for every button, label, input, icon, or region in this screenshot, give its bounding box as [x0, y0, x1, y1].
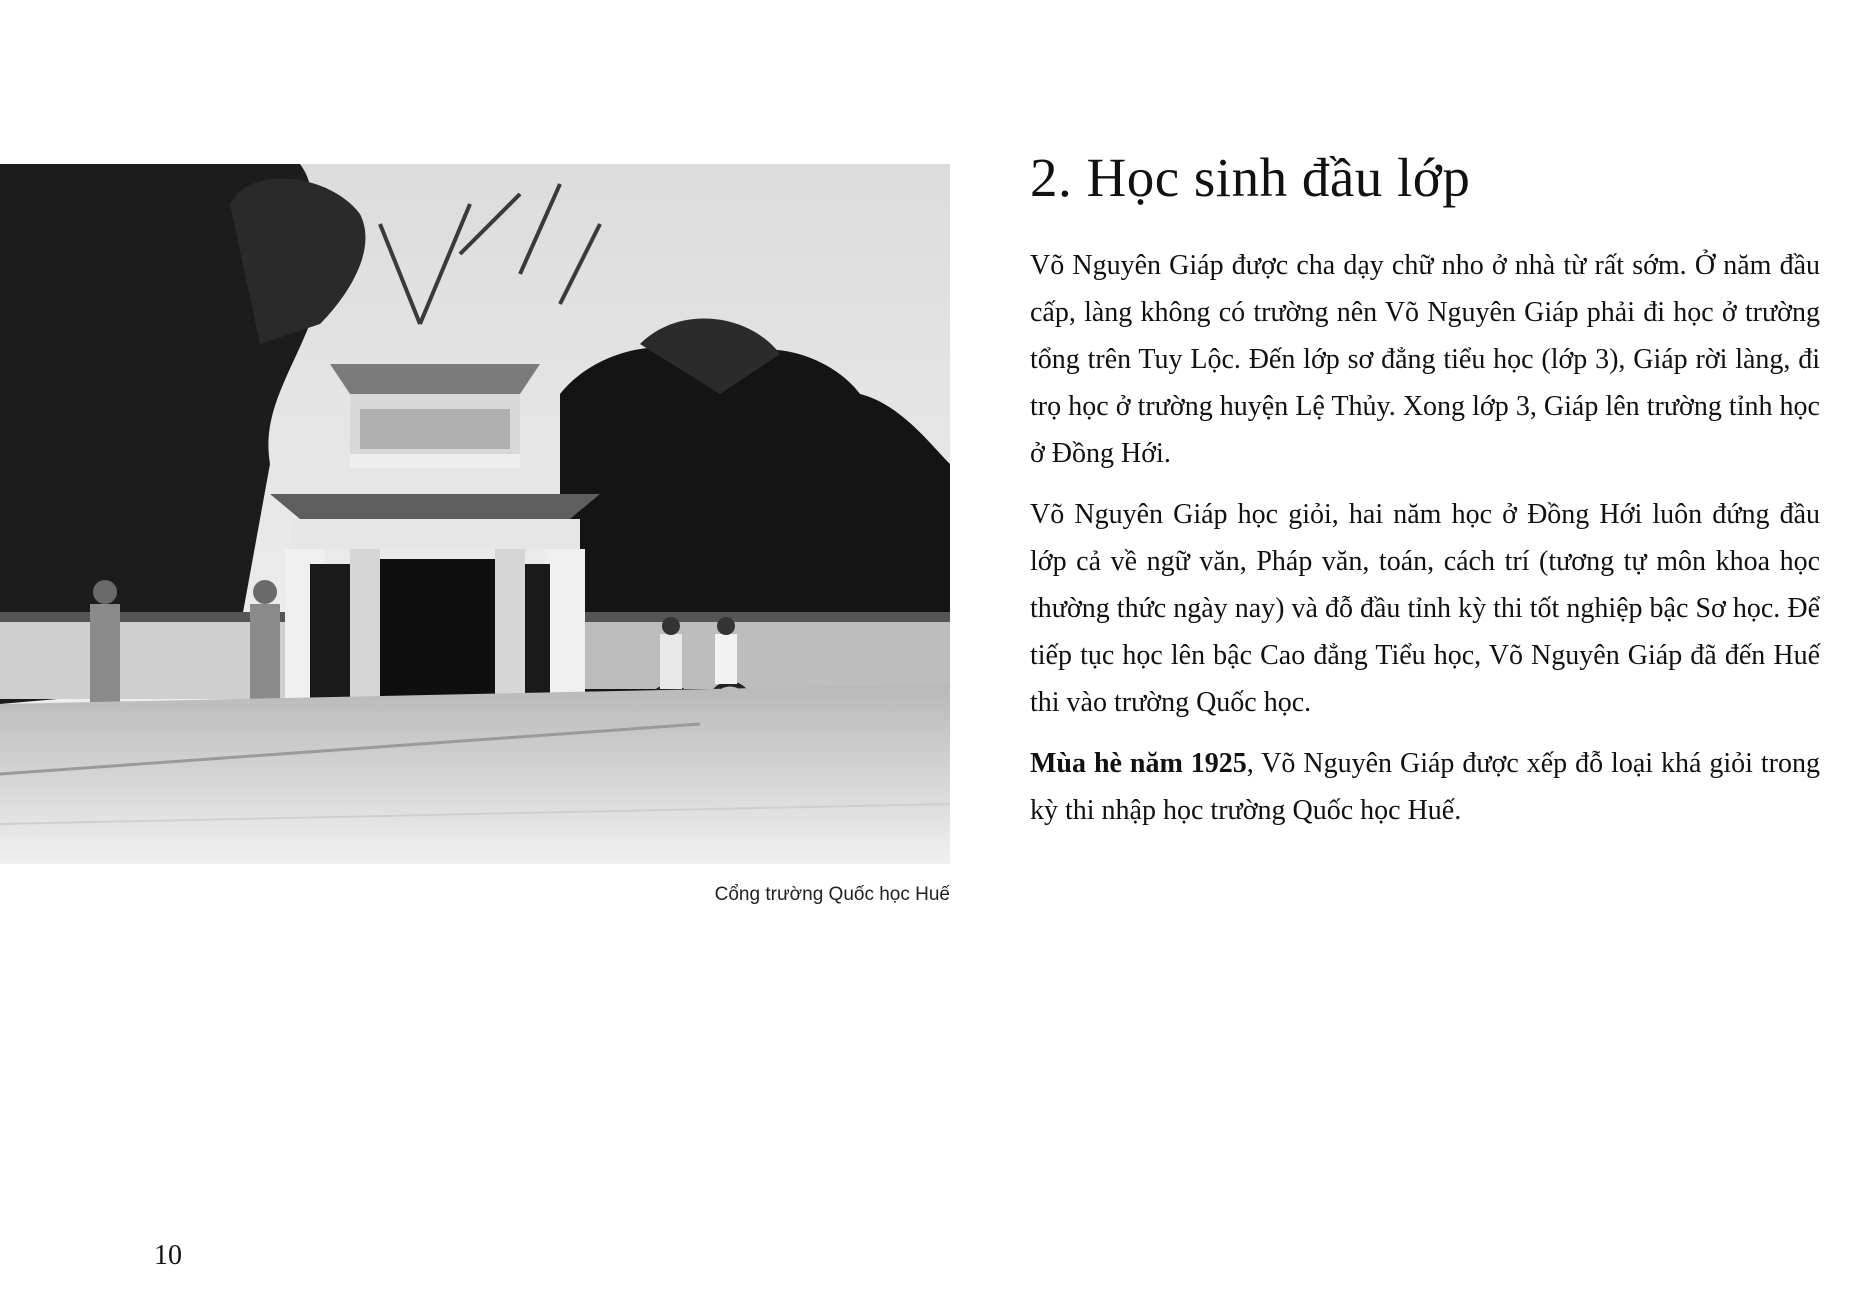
- photo-icon: [0, 164, 950, 864]
- photo-caption: Cổng trường Quốc học Huế: [714, 884, 950, 905]
- school-gate-photo: [0, 164, 950, 864]
- paragraph-rest: , Võ Nguyên Giáp được xếp đỗ loại khá giỏi trong kỳ thi nhập học trường Quốc học Huế.: [1030, 748, 1820, 826]
- body-text: [1030, 242, 1820, 848]
- page-number: 10: [154, 1240, 182, 1271]
- paragraph: Võ Nguyên Giáp được cha dạy chữ nho ở nhà từ rất sớm. Ở năm đầu cấp, làng không có trường nên Võ Nguyên Giáp phải đi học ở trường tổng trên Tuy Lộc. Đến lớp sơ đẳng tiểu học (lớp 3), Giáp rời làng, đi trọ học ở trường huyện Lệ Thủy. Xong lớp 3, Giáp lên trường tỉnh học ở Đồng Hới.: [1030, 250, 1820, 469]
- paragraph: [1030, 740, 1820, 834]
- section-heading: 2. Học sinh đầu lớp: [1030, 147, 1471, 208]
- paragraph: Võ Nguyên Giáp học giỏi, hai năm học ở Đồng Hới luôn đứng đầu lớp cả về ngữ văn, Pháp văn, toán, cách trí (tương tự môn khoa học thường thức ngày nay) và đỗ đầu tỉnh kỳ thi tốt nghiệp bậc Sơ học. Để tiếp tục học lên bậc Cao đẳng Tiểu học, Võ Nguyên Giáp đã đến Huế thi vào trường Quốc học.: [1030, 499, 1820, 718]
- paragraph-bold-lead: Mùa hè năm 1925: [1030, 748, 1247, 779]
